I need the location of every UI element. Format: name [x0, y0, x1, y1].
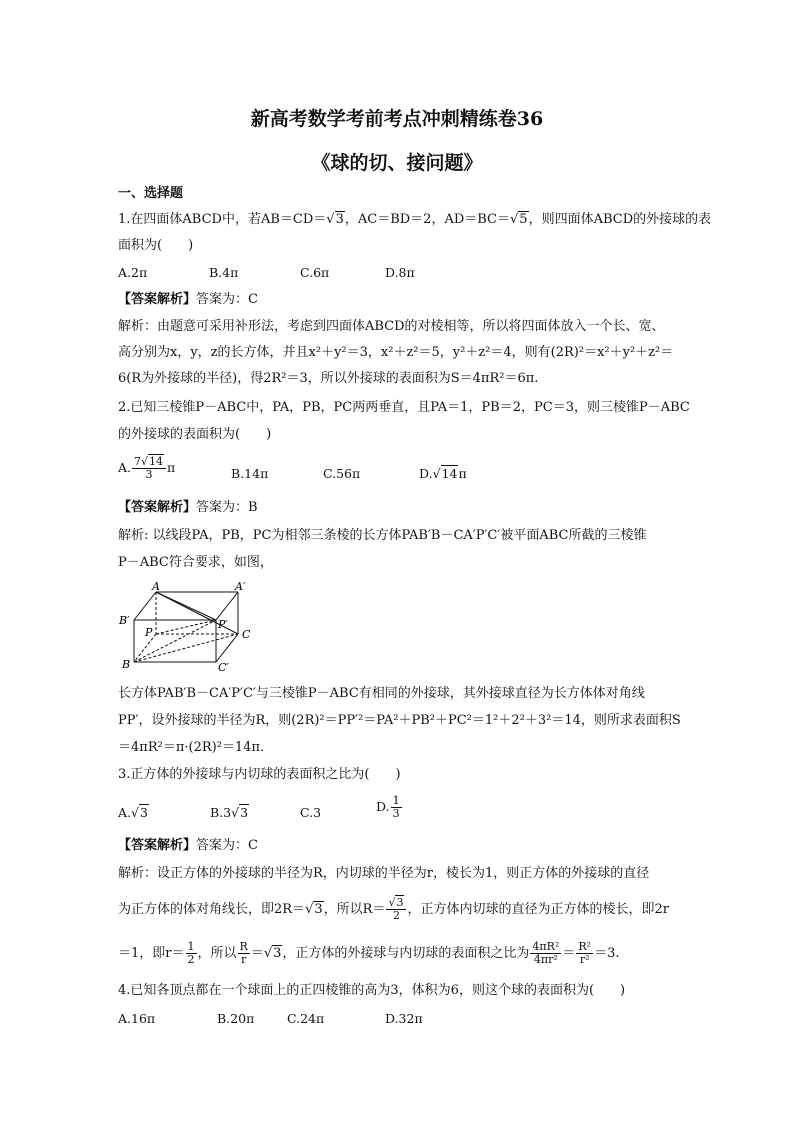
- q3-explanation-line3: ＝1，即r＝ $\frac{1}{2}$ ，所以 $\frac{R}{r}$ ＝√3，正方体的外接球与内切球的表面积之比为 $\frac{\text{4πR²}}{\text{4πr²}}$ ＝ $\frac{\text{R²}}{\text{r²}}$ ＝3.: [118, 940, 620, 966]
- q1-explanation-line1: 解析：由题意可采用补形法，考虑到四面体ABCD的对棱相等，所以将四面体放入一个长、宽、: [118, 319, 665, 334]
- q2-option-c: C.56π: [323, 466, 361, 481]
- q3-explanation-line1: 解析：设正方体的外接球的半径为R，内切球的半径为r，棱长为1，则正方体的外接球的直径: [118, 866, 650, 881]
- fig-label-c: C: [242, 628, 251, 641]
- q3-option-d: D. $\frac{1}{3}$: [376, 794, 400, 820]
- q1-option-c: C.6π: [300, 265, 330, 280]
- q4-stem: 4.已知各顶点都在一个球面上的正四棱锥的高为3，体积为6，则这个球的表面积为( ): [118, 983, 626, 998]
- q1-option-b: B.4π: [209, 265, 239, 280]
- q2-explanation-line3: 长方体PAB′B－CA′P′C′与三棱锥P－ABC有相同的外接球，其外接球直径为长方体体对角线: [118, 686, 645, 701]
- cuboid-figure: [116, 580, 266, 672]
- q2-explanation-line2: P－ABC符合要求，如图，: [118, 555, 273, 570]
- fig-label-p: P: [145, 626, 153, 639]
- q1-stem-line1: 1.在四面体ABCD中，若AB＝CD＝√3，AC＝BD＝2，AD＝BC＝√5，则四面体ABCD的外接球的表: [118, 212, 712, 227]
- sqrt-symbol: √3: [326, 212, 344, 227]
- sqrt-symbol: √3: [231, 805, 249, 820]
- sqrt-symbol: √3: [263, 946, 282, 961]
- q3-stem: 3.正方体的外接球与内切球的表面积之比为( ): [118, 767, 401, 782]
- sqrt-symbol: √3: [305, 902, 323, 917]
- q4-option-b: B.20π: [217, 1011, 255, 1026]
- q1-explanation-line3: 6(R为外接球的半径)，得2R²＝3，所以外接球的表面积为S＝4πR²＝6π.: [118, 371, 539, 386]
- q2-option-a: A. $\frac{7√14}{3}$ π: [118, 455, 176, 481]
- q1-option-a: A.2π: [118, 265, 148, 280]
- q3-explanation-line2: 为正方体的体对角线长，即2R＝√3，所以R＝ $\frac{√3}{2}$ ，正方体内切球的直径为正方体的棱长，即2r: [118, 896, 669, 922]
- q2-explanation-line4: PP′，设外接球的半径为R，则(2R)²＝PP′²＝PA²＋PB²＋PC²＝1²＋2²＋3²＝14，则所求表面积S: [118, 713, 681, 728]
- q2-stem-line2: 的外接球的表面积为( ): [118, 427, 272, 442]
- section-heading: 一、选择题: [118, 186, 184, 201]
- q1-stem-line2: 面积为( ): [118, 238, 194, 253]
- q2-stem-line1: 2.已知三棱锥P－ABC中，PA，PB，PC两两垂直，且PA＝1，PB＝2，PC＝3，则三棱锥P－ABC: [118, 400, 690, 415]
- sqrt-symbol: √14: [432, 466, 458, 481]
- fig-label-p-prime: P′: [218, 618, 228, 631]
- sqrt-symbol: √5: [510, 212, 528, 227]
- fig-label-b: B: [122, 658, 131, 671]
- sqrt-symbol: √14: [141, 455, 164, 468]
- q2-explanation-line5: ＝4πR²＝π·(2R)²＝14π.: [118, 740, 265, 755]
- q4-option-c: C.24π: [287, 1011, 325, 1026]
- q3-option-c: C.3: [300, 805, 322, 820]
- q2-option-b: B.14π: [231, 466, 269, 481]
- page-title: 新高考数学考前考点冲刺精练卷36: [250, 108, 544, 130]
- fig-label-b-prime: B′: [119, 614, 130, 627]
- q1-option-d: D.8π: [385, 265, 415, 280]
- fig-label-a-prime: A′: [235, 580, 246, 593]
- sqrt-symbol: √3: [131, 805, 148, 820]
- sqrt-symbol: √3: [388, 896, 404, 909]
- q1-answer: 【答案解析】答案为：C: [118, 292, 258, 307]
- q4-option-a: A.16π: [118, 1011, 156, 1026]
- q3-option-b: B.3√3: [210, 805, 249, 820]
- fig-label-c-prime: C′: [218, 661, 229, 672]
- fig-label-a: A: [152, 580, 160, 593]
- q2-option-d: D.√14π: [419, 466, 467, 481]
- page-subtitle: 《球的切、接问题》: [311, 152, 483, 174]
- q1-explanation-line2: 高分别为x，y，z的长方体，并且x²＋y²＝3，x²＋z²＝5，y²＋z²＝4，则有(2R)²＝x²＋y²＋z²＝: [118, 345, 674, 360]
- q4-option-d: D.32π: [385, 1011, 423, 1026]
- q3-answer: 【答案解析】答案为：C: [118, 838, 258, 853]
- q2-answer: 【答案解析】答案为：B: [118, 500, 258, 515]
- q2-explanation-line1: 解析: 以线段PA，PB，PC为相邻三条棱的长方体PAB′B－CA′P′C′被平面ABC所截的三棱锥: [118, 528, 647, 543]
- q3-option-a: A.√3: [118, 805, 148, 820]
